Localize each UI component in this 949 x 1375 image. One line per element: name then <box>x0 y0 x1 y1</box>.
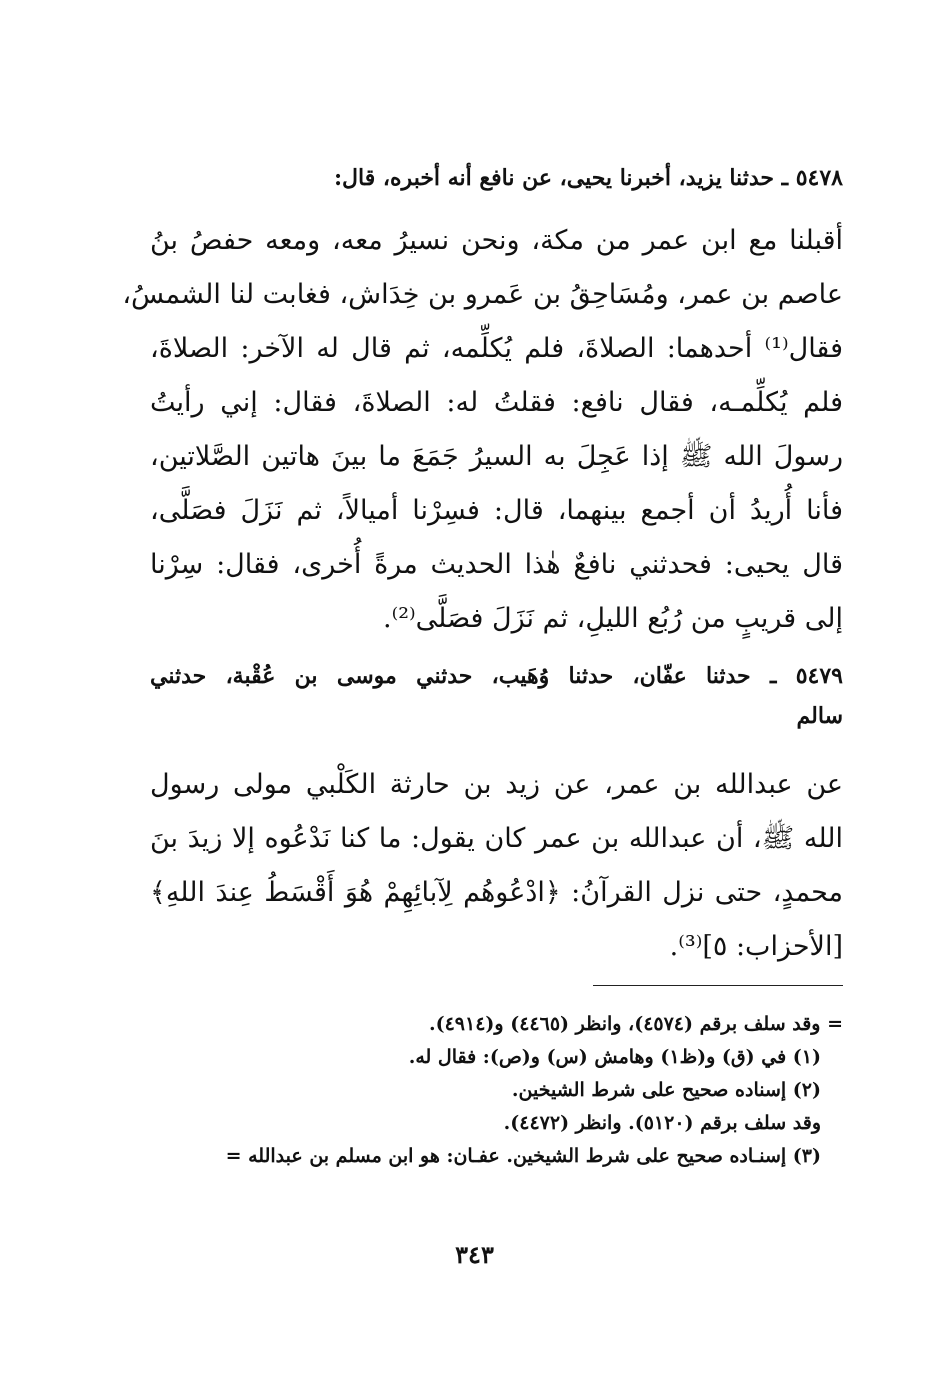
footnote-line: (٣) إسنـاده صحيح على شرط الشيخين. عفـان: هو ابن مسلم بن عبدالله = <box>225 1145 821 1167</box>
hadith-5479-matn <box>150 758 843 974</box>
matn-line: أقبلنا مع ابن عمر من مكة، ونحن نسيرُ معه، ومعه حفصُ بنُ <box>150 225 843 256</box>
matn-line: رسولَ الله ﷺ إذا عَجِلَ به السيرُ جَمَعَ ما بينَ هاتين الصَّلاتين، <box>150 441 843 472</box>
isnad-line: سالم <box>796 703 843 729</box>
matn-line: فقال⁽¹⁾ أحدهما: الصلاةَ، فلم يُكلِّمه، ثم قال له الآخر: الصلاةَ، <box>150 333 843 364</box>
matn-line: [الأحزاب: ٥]⁽³⁾. <box>669 931 843 962</box>
matn-line: عاصم بن عمر، ومُسَاحِقُ بن عَمرو بن خِدَاش، فغابت لنا الشمسُ، <box>122 279 843 310</box>
footnotes <box>140 1008 843 1173</box>
page-number: ٣٤٣ <box>455 1240 494 1269</box>
footnote-line: وقد سلف برقم (٥١٢٠). وانظر (٤٤٧٢). <box>503 1112 821 1134</box>
matn-line: الله ﷺ، أن عبدالله بن عمر كان يقول: ما كنا نَدْعُوه إلا زيدَ بنَ <box>150 823 843 854</box>
hadith-5478-matn <box>122 214 843 646</box>
matn-line: محمدٍ، حتى نزل القرآنُ: ﴿ادْعُوهُم لِآبائِهِمْ هُوَ أَقْسَطُ عِندَ اللهِ﴾ <box>150 877 843 908</box>
footnote-line: (١) في (ق) و(ظ١) وهامش (س) و(ص): فقال له. <box>408 1046 821 1068</box>
footnote-line: (٢) إسناده صحيح على شرط الشيخين. <box>511 1079 821 1101</box>
isnad-line: ٥٤٧٨ ـ حدثنا يزيد، أخبرنا يحيى، عن نافع أنه أخبره، قال: <box>333 165 843 191</box>
footnote-divider <box>593 985 843 986</box>
matn-line: فلم يُكلِّمـه، فقال نافع: فقلتُ له: الصلاةَ، فقال: إني رأيتُ <box>150 387 843 418</box>
isnad-line: ٥٤٧٩ ـ حدثنا عفّان، حدثنا وُهَيب، حدثني موسى بن عُقْبة، حدثني <box>150 663 843 689</box>
hadith-5479-isnad <box>150 656 843 736</box>
footnote-line: = وقد سلف برقم (٤٥٧٤)، وانظر (٤٤٦٥) و(٤٩١٤). <box>428 1013 843 1035</box>
matn-line: فأنا أُريدُ أن أجمع بينهما، قال: فسِرْنا أميالاً، ثم نَزَلَ فصَلَّى، <box>150 495 843 526</box>
matn-line: قال يحيى: فحدثني نافعٌ هٰذا الحديث مرةً أُخرى، فقال: سِرْنا <box>150 549 843 580</box>
matn-line: عن عبدالله بن عمر، عن زيد بن حارثة الكَلْبي مولى رسول <box>150 769 843 800</box>
matn-line: إلى قريبٍ من رُبُع الليلِ، ثم نَزَلَ فصَلَّى⁽²⁾. <box>382 603 843 634</box>
hadith-5478-isnad <box>150 158 843 198</box>
